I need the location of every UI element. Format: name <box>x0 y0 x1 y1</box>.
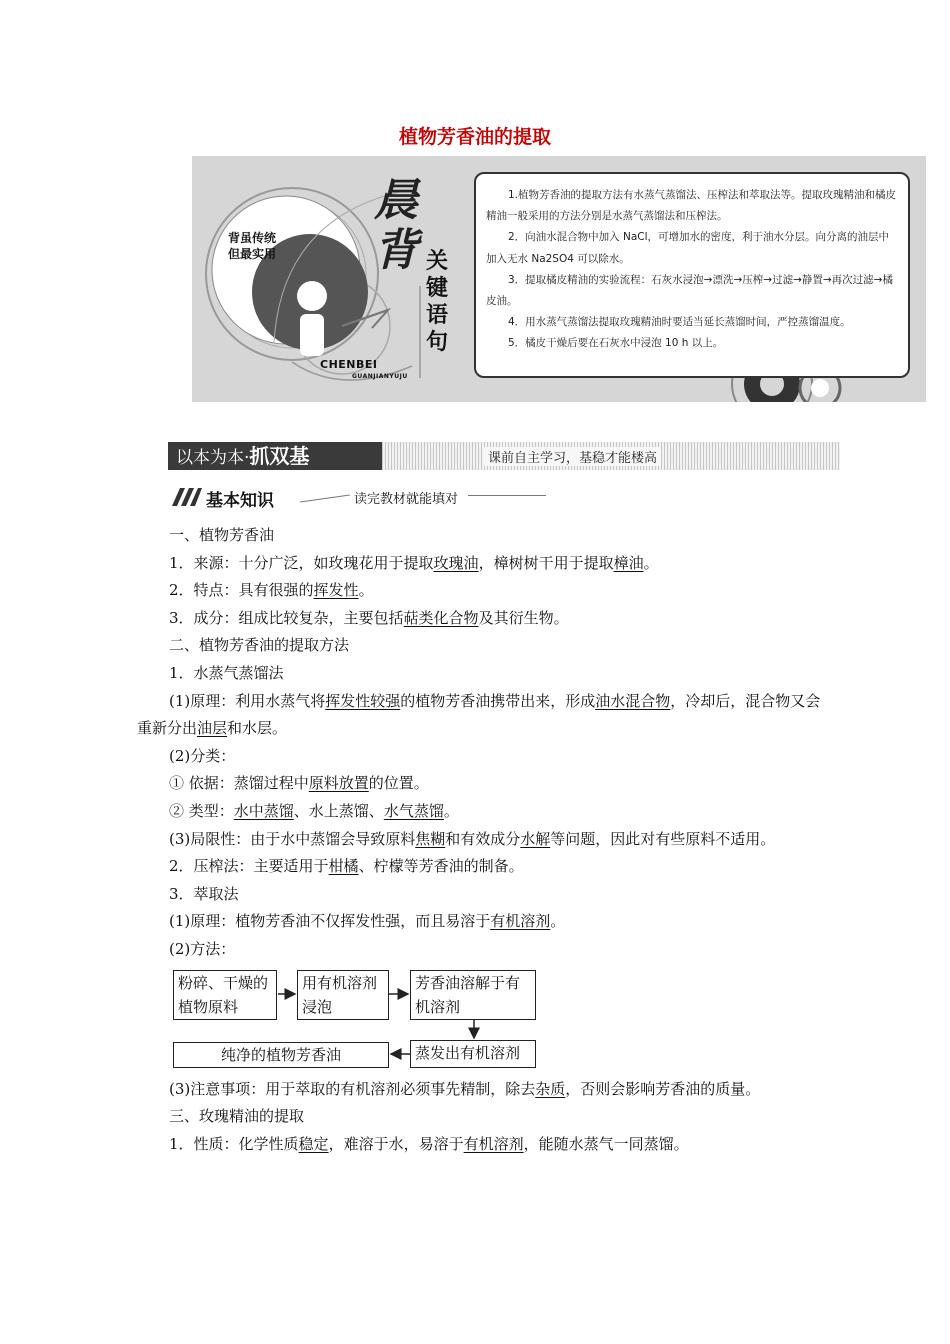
key-notes-box <box>474 172 910 378</box>
paragraph: 3．成分：组成比较复杂，主要包括萜类化合物及其衍生物。 <box>169 608 569 627</box>
flow-step-dissolve: 芳香油溶解于有 机溶剂 <box>410 970 536 1020</box>
note-item: 2．向油水混合物中加入 NaCl，可增加水的密度，利于油水分层。向分离的油层中加入无水 Na2SO4 可以除水。 <box>486 231 890 265</box>
paragraph: 1．来源：十分广泛，如玫瑰花用于提取玫瑰油，樟树树干用于提取樟油。 <box>169 553 659 572</box>
slash-marks-icon <box>172 488 202 506</box>
main-content <box>137 522 823 1158</box>
morning-recite-banner <box>192 156 926 402</box>
knowledge-desc: 读完教材就能填对 <box>354 492 459 507</box>
banner-pinyin-sub: GUANJIANYUJU <box>352 373 408 380</box>
banner-big-chars: 晨 背 <box>374 175 418 276</box>
note-item: 3．提取橘皮精油的实验流程：石灰水浸泡→漂洗→压榨→过滤→静置→再次过滤→橘皮油。 <box>486 273 893 308</box>
paragraph: ① 依据：蒸馏过程中原料放置的位置。 <box>169 774 429 793</box>
paragraph: (3)局限性：由于水中蒸馏会导致原料焦糊和有效成分水解等问题，因此对有些原料不适用。 <box>169 829 776 848</box>
banner-pinyin: CHENBEI <box>320 358 378 371</box>
divider <box>468 495 546 496</box>
divider <box>300 495 350 503</box>
paragraph: 2．特点：具有很强的挥发性。 <box>169 581 374 600</box>
speech-bubble-text: 背虽传统 但最实用 <box>228 231 277 261</box>
page-title: 植物芳香油的提取 <box>398 126 551 148</box>
paragraph: 2．压榨法：主要适用于柑橘、柠檬等芳香油的制备。 <box>169 857 524 876</box>
flow-step-product: 纯净的植物芳香油 <box>173 1042 389 1068</box>
paragraph: (2)分类： <box>169 746 236 765</box>
note-item: 1.植物芳香油的提取方法有水蒸气蒸馏法、压榨法和萃取法等。提取玫瑰精油和橘皮精油一般采用的方法分别是水蒸气蒸馏法和压榨法。 <box>486 189 897 223</box>
paragraph: 3．萃取法 <box>169 884 239 903</box>
paragraph: (1)原理：植物芳香油不仅挥发性强，而且易溶于有机溶剂。 <box>169 912 566 931</box>
flow-step-soak: 用有机溶剂 浸泡 <box>297 970 389 1020</box>
section-header-title: 以本为本·抓双基 <box>168 442 382 470</box>
paragraph: 二、植物芳香油的提取方法 <box>169 636 350 655</box>
section-header-subtitle: 课前自主学习，基稳才能楼高 <box>484 447 661 466</box>
paragraph: 三、玫瑰精油的提取 <box>169 1107 305 1126</box>
paragraph: 1．性质：化学性质稳定，难溶于水，易溶于有机溶剂，能随水蒸气一同蒸馏。 <box>169 1134 689 1153</box>
note-item: 4．用水蒸气蒸馏法提取玫瑰精油时要适当延长蒸馏时间，严控蒸馏温度。 <box>508 316 851 329</box>
key-sentences-vertical: 关 键 语 句 <box>425 249 448 355</box>
knowledge-label: 基本知识 <box>206 491 274 511</box>
flow-step-raw-material: 粉碎、干燥的 植物原料 <box>173 970 277 1020</box>
paragraph: 一、植物芳香油 <box>169 526 275 544</box>
extraction-flowchart <box>137 964 823 1076</box>
paragraph: 1．水蒸气蒸馏法 <box>169 663 284 682</box>
paragraph: (2)方法： <box>169 939 236 958</box>
section-header-bar <box>168 442 840 470</box>
paragraph: (1)原理：利用水蒸气将挥发性较强的植物芳香油携带出来，形成油水混合物，冷却后，混合物又会重新分出油层和水层。 <box>137 691 821 738</box>
paragraph: (3)注意事项：用于萃取的有机溶剂必须事先精制，除去杂质，否则会影响芳香油的质量。 <box>169 1079 761 1098</box>
paragraph: ② 类型：水中蒸馏、水上蒸馏、水气蒸馏。 <box>169 801 459 820</box>
basic-knowledge-header <box>172 484 552 510</box>
note-item: 5．橘皮干燥后要在石灰水中浸泡 10 h 以上。 <box>508 337 724 350</box>
flow-step-evaporate: 蒸发出有机溶剂 <box>410 1040 536 1068</box>
